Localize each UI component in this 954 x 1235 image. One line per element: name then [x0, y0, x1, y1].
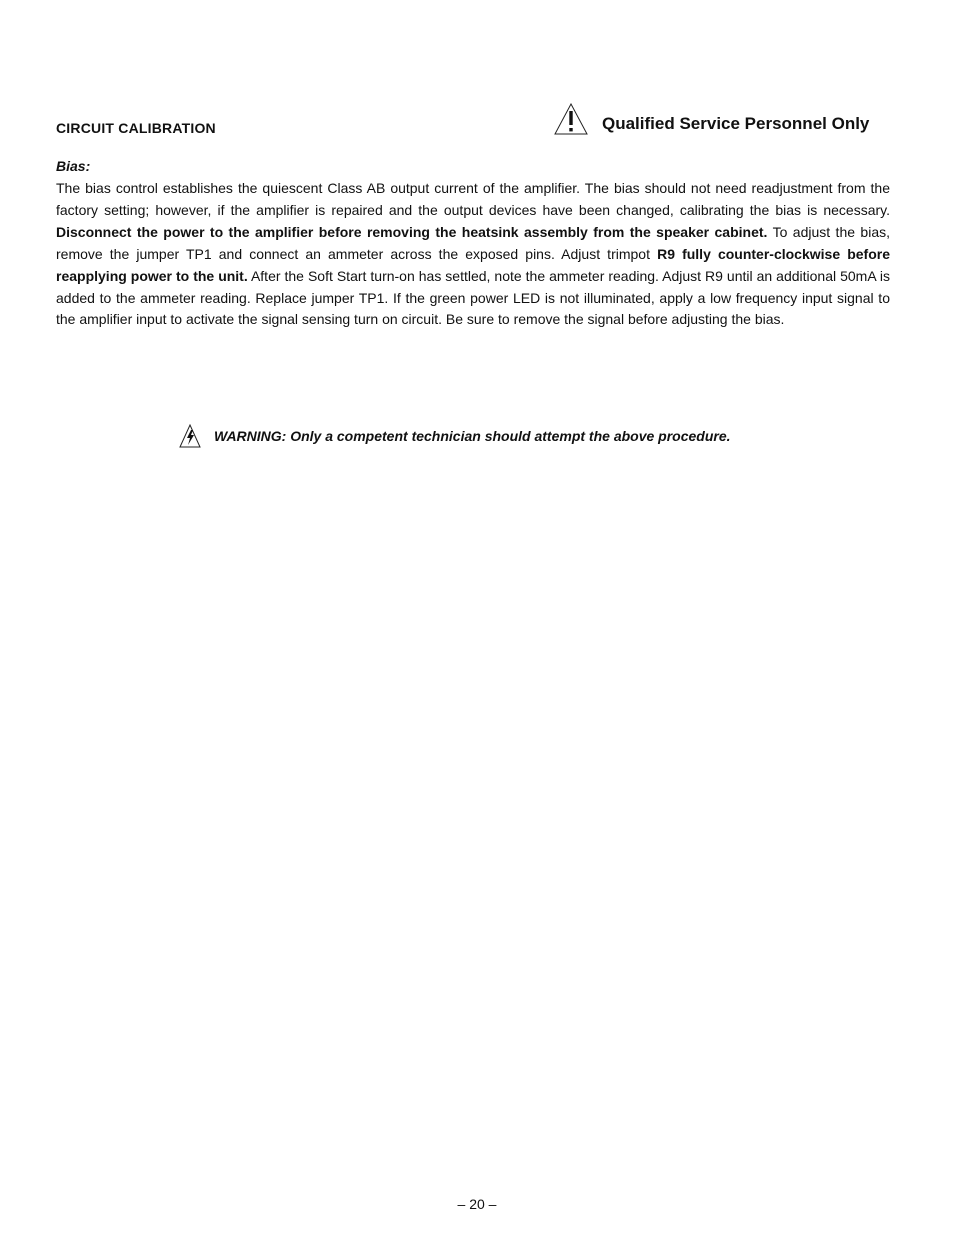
- bias-text-1: The bias control establishes the quiescent Class AB output current of the amplifier. The bias should not need readjustment from the factory setting; however, if the amplifier is repaired and the output devices have been changed, calibrating the bias is necessary.: [56, 180, 890, 218]
- bias-paragraph: [56, 178, 890, 331]
- warning-text: WARNING: Only a competent technician should attempt the above procedure.: [214, 428, 731, 444]
- lightning-triangle-icon: [179, 424, 207, 448]
- bias-text-2: Disconnect the power to the amplifier before removing the heatsink assembly from the speaker cabinet.: [56, 223, 768, 240]
- bias-heading: Bias:: [56, 158, 91, 174]
- bias-text-4: R9 fully counter-clockwise before reapplying power to the unit.: [56, 245, 890, 284]
- service-notice: [554, 103, 869, 135]
- section-title: CIRCUIT CALIBRATION: [56, 120, 216, 136]
- bias-text-3: To adjust the bias, remove the jumper TP1 and connect an ammeter across the exposed pins. Adjust trimpot: [56, 223, 891, 262]
- service-notice-text: Qualified Service Personnel Only: [602, 114, 870, 133]
- page-number: – 20 –: [457, 1196, 497, 1212]
- exclamation-triangle-icon: [554, 103, 588, 135]
- warning-note: [179, 424, 731, 448]
- bias-text-5: After the Soft Start turn-on has settled, note the ammeter reading. Adjust R9 until an additional 50mA is added to the ammeter reading. Replace jumper TP1. If the green power LED is not illuminated, apply a low frequency input signal to the amplifier input to activate the signal sensing turn on circuit. Be sure to remove the signal before adjusting the bias.: [56, 267, 890, 328]
